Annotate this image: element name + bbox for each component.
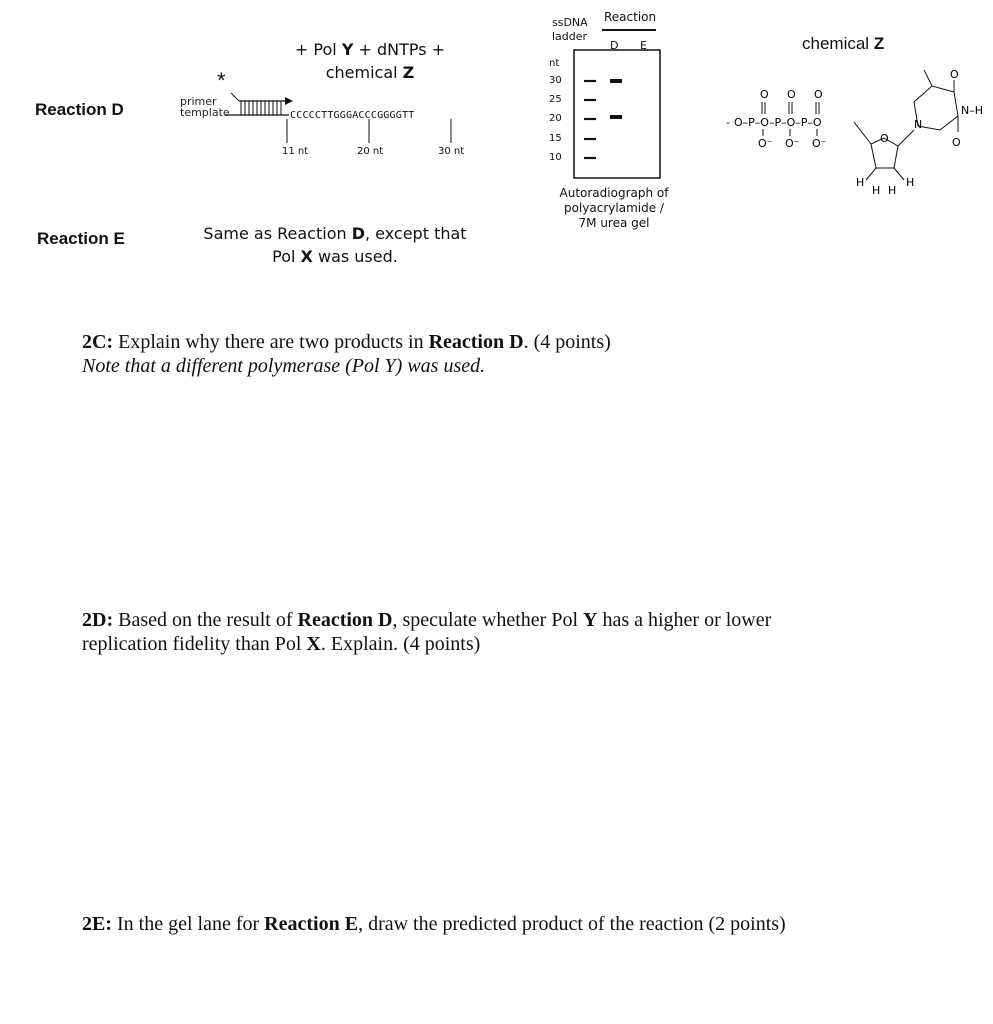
marker-25: 25	[549, 94, 562, 105]
marker-20: 20	[549, 113, 562, 124]
reaction-e-label: Reaction E	[37, 229, 125, 248]
question-2c: 2C: Explain why there are two products in Reaction D. (4 points) Note that a different polymerase (Pol Y) was used.	[82, 330, 962, 378]
gel-caption: Autoradiograph of polyacrylamide / 7M urea gel	[559, 186, 669, 230]
chemical-title: chemical Z	[802, 34, 885, 53]
svg-text:O: O	[787, 88, 796, 101]
marker-30: 30	[549, 75, 562, 86]
svg-text:O⁻: O⁻	[758, 137, 773, 150]
question-2e: 2E: In the gel lane for Reaction E, draw the predicted product of the reaction (2 points)	[82, 913, 786, 935]
svg-text:H: H	[906, 176, 915, 189]
svg-text:O⁻: O⁻	[812, 137, 827, 150]
svg-text:O⁻: O⁻	[785, 137, 800, 150]
question-2c-note: Note that a different polymerase (Pol Y) was used.	[82, 355, 486, 377]
svg-text:O: O	[880, 132, 889, 145]
tick-11-label: 11 nt	[282, 146, 309, 157]
marker-10: 10	[549, 152, 562, 163]
svg-text:O–P–O–P–O–P–O: O–P–O–P–O–P–O	[734, 116, 822, 129]
unit-label: nt	[549, 58, 560, 69]
svg-text:H: H	[872, 184, 881, 197]
svg-text:O: O	[760, 88, 769, 101]
primer-label: primer	[180, 95, 217, 108]
tick-30-label: 30 nt	[438, 146, 465, 157]
question-2d: 2D: Based on the result of Reaction D, speculate whether Pol Y has a higher or lower replication fidelity than Pol X. Explain. (4 points)	[82, 609, 772, 655]
reaction-header: Reaction	[604, 10, 657, 24]
template-sequence: CCCCCTTGGGACCCGGGGTT	[290, 110, 415, 121]
ladder-label: ssDNA ladder	[552, 16, 588, 43]
svg-text:H: H	[888, 184, 897, 197]
marker-15: 15	[549, 133, 562, 144]
primer-template-labels	[180, 96, 230, 118]
svg-text:O: O	[814, 88, 823, 101]
radiolabel-asterisk: *	[217, 68, 226, 93]
tick-20-label: 20 nt	[357, 146, 384, 157]
lane-e-label: E	[640, 39, 647, 52]
lane-d-label: D	[610, 39, 619, 52]
reaction-d-label: Reaction D	[35, 100, 124, 119]
svg-text:O: O	[950, 68, 959, 81]
svg-text:-: -	[726, 116, 730, 129]
template-label: template	[180, 106, 230, 119]
reaction-e-description: Same as Reaction D, except that Pol X was used.	[203, 224, 467, 266]
gel-diagram	[540, 10, 670, 210]
chemical-z-structure	[726, 62, 984, 202]
svg-text:H: H	[856, 176, 865, 189]
svg-text:N: N	[914, 118, 923, 131]
reaction-d-conditions: + Pol Y + dNTPs + chemical Z	[294, 40, 446, 82]
svg-text:O: O	[952, 136, 961, 149]
svg-text:N–H: N–H	[961, 104, 983, 117]
